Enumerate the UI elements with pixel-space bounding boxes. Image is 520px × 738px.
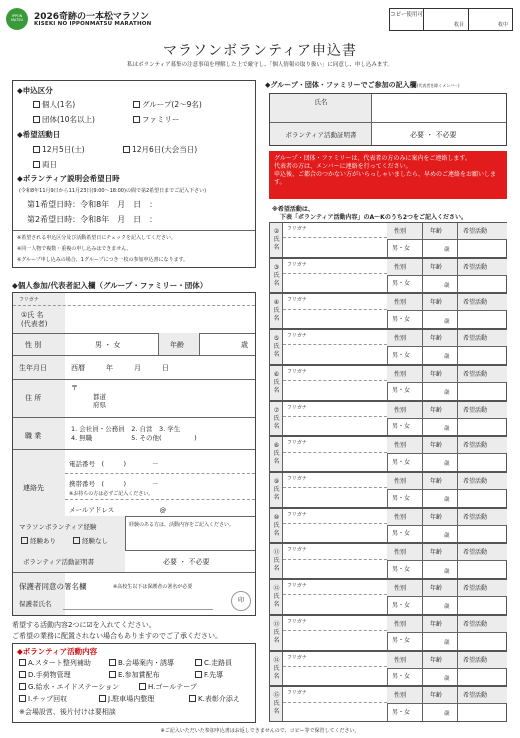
member-act-label: 希望活動 [463,620,488,628]
member-row [269,258,507,294]
member-furigana: フリガナ [287,476,307,482]
member-gender-value[interactable]: 男・女 [392,494,411,502]
member-act-label: 希望活動 [463,656,488,664]
checkbox[interactable] [33,146,40,153]
member-furigana: フリガナ [287,654,307,661]
checkbox[interactable] [123,146,130,153]
member-age-unit: 歳 [444,604,450,611]
exp-note: 経験のある方は、活動内容をご記入ください。 [129,522,235,528]
mobile-field[interactable]: 携帯番号 ( ) － [69,480,159,488]
member-gender-value[interactable]: 男・女 [392,530,411,538]
checkbox[interactable] [33,116,40,123]
briefing-second[interactable]: 第2希望日時：令和8年 月 日 ： [27,215,158,224]
day-opt2-label: 12月6日(大会当日) [132,145,198,154]
member-age-unit: 歳 [444,497,450,504]
member-age-unit: 歳 [444,247,450,254]
guardian-note: ※高校生以下は保護者の署名が必要 [113,584,193,590]
member-number: ⑪ 氏名 [273,549,280,573]
member-furigana: フリガナ [287,226,307,232]
apply-heading: ◆申込区分 [17,86,53,95]
member-act-label: 希望活動 [463,370,488,378]
member-furigana: フリガナ [287,297,307,304]
activity-i[interactable]: I.チップ回収 [19,694,67,704]
name-label: ①氏 名 (代表者) [21,311,48,328]
address-label: 住 所 [25,394,42,402]
briefing-note: (令和8年11月9日から11月23日(9:00～18:00)の間で第2希望日までご記入下さい) [19,188,207,194]
checkbox[interactable] [33,101,40,108]
member-age-unit: 歳 [444,354,450,361]
member-age-unit: 歳 [444,282,450,289]
exp-no[interactable]: 経験なし [73,536,108,545]
note-3: ※グループ申し込みの場合、1グループにつき一枚の参加申込書になります。 [17,257,189,263]
group-heading: ◆グループ・団体・ファミリーでご参加の記入欄(代表者を除くメンバー) [265,81,460,89]
group-note1: ※希望活動は、 [272,206,314,213]
stamp-circle: 印 [231,591,251,611]
red-line1: グループ・団体・ファミリーは、代表者の方のみに案内をご連絡します。 [274,155,471,162]
member-row [269,472,507,508]
personal-table [12,292,256,616]
note-1: ※希望される申込区分及び活動希望日にチェックを記入してください。 [17,235,177,241]
member-row [269,222,507,258]
member-number: ⑤ 氏名 [273,335,280,359]
member-row [269,508,507,544]
member-gender-value[interactable]: 男・女 [392,601,411,609]
member-age-unit: 歳 [444,318,450,325]
apply-opt4[interactable] [133,114,179,125]
member-age-unit: 歳 [444,639,450,646]
email-field[interactable]: メールアドレス @ [69,506,167,514]
member-gender-value[interactable]: 男・女 [392,280,411,288]
member-act-label: 希望活動 [463,478,488,485]
group-name-field[interactable] [372,94,506,122]
member-gender-value[interactable]: 男・女 [392,316,411,324]
event-name-en: KISEKI NO IPPONMATSU MARATHON [34,21,152,27]
red-line3: 申込後、ご都合のつかない方がいらっしゃいましたら、早めのご連絡をお願いします。 [274,171,497,186]
member-act-label: 希望活動 [463,406,488,414]
activity-box [12,643,256,723]
age-unit: 歳 [241,341,248,349]
red-line2: 代表者の方は、メンバーに連絡を行ってください。 [274,163,412,170]
member-furigana: フリガナ [287,583,307,590]
activity-g[interactable]: G.給水・エイドステーション [19,682,119,692]
member-age-label: 年齢 [430,478,443,485]
member-number: ⑬ 氏名 [273,620,280,644]
member-furigana: フリガナ [287,368,307,375]
member-row [269,436,507,472]
member-furigana: フリガナ [287,690,307,697]
member-row [269,579,507,615]
birth-value[interactable]: 西暦 年 月 日 [71,364,169,372]
personal-heading: ◆個人参加/代表者記入欄（グループ・ファミリー・団体） [12,281,208,290]
logo: IPPON MATSU [6,8,28,30]
member-number: ② 氏名 [273,228,280,251]
member-table [269,222,507,722]
member-gender-value[interactable]: 男・女 [392,708,411,716]
apply-opt2-label: グループ(2～9名) [142,100,202,109]
apply-section [12,80,256,268]
member-age-unit: 歳 [444,461,450,468]
member-gender-label: 性別 [394,263,407,271]
checkbox[interactable] [133,116,140,123]
member-gender-value[interactable]: 男・女 [392,244,411,252]
member-furigana: フリガナ [287,404,307,411]
member-gender-value[interactable]: 男・女 [392,387,411,395]
member-furigana: フリガナ [287,511,307,518]
member-number: ⑨ 氏名 [273,478,280,501]
sheet-total-label: 枚中 [497,22,508,28]
intro-text: 私はボランティア募集の注意事項を理解した上で厳守し、「個人情報の取り扱い」に同意し、申し込みます。 [127,62,393,68]
apply-opt1[interactable] [33,99,75,110]
member-furigana: フリガナ [287,618,307,625]
cert-label: ボランティア活動証明書 [23,558,94,566]
member-row [269,615,507,651]
member-age-label: 年齢 [430,442,443,450]
member-age-label: 年齢 [430,549,443,557]
member-row [269,329,507,365]
member-gender-value[interactable]: 男・女 [392,423,411,431]
member-gender-label: 性別 [394,656,407,664]
member-act-label: 希望活動 [463,442,488,450]
activity-heading: ◆ボランティア活動内容 [17,647,98,656]
member-age-unit: 歳 [444,389,450,396]
activity-h[interactable]: H.ゴールテープ [139,682,197,692]
member-age-label: 年齢 [430,299,443,307]
briefing-first[interactable]: 第1希望日時：令和8年 月 日 ： [27,200,158,209]
member-number: ⑮ 氏名 [273,692,280,716]
activity-last: ※会場設営、後片付けは要相談 [19,708,116,716]
furigana-label: フリガナ [19,297,39,303]
member-number: ③ 氏名 [273,263,280,287]
member-gender-label: 性別 [394,549,407,557]
member-gender-value[interactable]: 男・女 [392,673,411,681]
member-age-unit: 歳 [444,675,450,682]
member-act-label: 希望活動 [463,228,488,235]
member-gender-label: 性別 [394,692,407,700]
member-row [269,686,507,722]
gender-value[interactable]: 男 ・ 女 [95,341,121,349]
member-furigana: フリガナ [287,547,307,554]
member-age-label: 年齢 [430,370,443,378]
day-opt3[interactable] [33,159,57,170]
exp-label: マラソンボランティア経験 [19,523,97,531]
copy-label: コピー使用可 [390,9,424,30]
member-age-unit: 歳 [444,711,450,718]
apply-opt4-label: ファミリー [142,115,180,124]
birth-label: 生年月日 [19,364,47,372]
member-act-label: 希望活動 [463,549,488,557]
copy-box [389,8,513,31]
day-opt3-label: 両日 [42,160,57,169]
activity-c[interactable]: C.走路員 [195,658,232,668]
member-gender-label: 性別 [394,228,407,235]
member-act-label: 希望活動 [463,263,488,271]
member-act-label: 希望活動 [463,299,488,307]
member-gender-label: 性別 [394,406,407,414]
member-number: ⑦ 氏名 [273,406,280,430]
member-gender-label: 性別 [394,442,407,450]
member-furigana: フリガナ [287,261,307,268]
activity-j[interactable]: J.駐車場内整理 [99,694,154,704]
member-age-unit: 歳 [444,568,450,575]
activity-d[interactable]: D.手荷物管理 [19,670,71,680]
job-options[interactable]: 1. 会社員・公務員 2. 自営 3. 学生 4. 無職 5. その他( ) [71,425,197,442]
apply-opt1-label: 個人(1名) [42,100,76,109]
sheet-label: 枚目 [453,22,464,28]
member-gender-value[interactable]: 男・女 [392,566,411,574]
member-gender-label: 性別 [394,370,407,378]
member-age-unit: 歳 [444,532,450,539]
member-act-label: 希望活動 [463,335,488,343]
day-opt1[interactable] [33,144,85,155]
apply-opt2[interactable] [133,99,202,110]
postal-mark: 〒 [71,384,78,392]
activity-b[interactable]: B.会場案内・誘導 [109,658,174,668]
member-act-label: 希望活動 [463,692,488,700]
group-name-label: 氏名 [314,98,328,106]
cert-value[interactable]: 必要 ・ 不必要 [163,558,210,566]
pref-label: 都道 府県 [93,393,106,409]
member-age-unit: 歳 [444,425,450,432]
member-number: ⑩ 氏名 [273,513,280,537]
guardian-name-label: 保護者氏名 [19,600,52,608]
red-notice [269,151,507,199]
member-age-label: 年齢 [430,620,443,628]
group-cert-value[interactable]: 必要 ・ 不必要 [410,131,457,139]
contact-label: 連絡先 [23,484,44,492]
age-label: 年齢 [170,341,184,349]
member-gender-label: 性別 [394,513,407,521]
member-number: ④ 氏名 [273,299,280,323]
choice-line2: ご希望の業務に配置されない場合もありますのでご了承ください。 [12,632,222,640]
member-number: ⑫ 氏名 [273,585,280,609]
member-gender-label: 性別 [394,478,407,485]
choice-line1: 希望する活動内容2つに☑を入れてください。 [12,621,156,629]
group-name-table [269,93,507,146]
member-age-label: 年齢 [430,406,443,414]
member-age-label: 年齢 [430,656,443,664]
member-row [269,651,507,687]
checkbox[interactable] [133,101,140,108]
member-gender-value[interactable]: 男・女 [392,637,411,645]
member-furigana: フリガナ [287,440,307,447]
member-row [269,401,507,437]
day-opt1-label: 12月5日(土) [42,145,85,154]
member-gender-label: 性別 [394,620,407,628]
activity-k[interactable]: K.表彰介添え [189,694,240,704]
member-row [269,543,507,579]
member-gender-label: 性別 [394,299,407,307]
member-gender-label: 性別 [394,335,407,343]
group-note2: 下表「ボランティア活動内容」のA～Kのうち2つをご記入ください。 [280,214,467,221]
member-age-label: 年齢 [430,335,443,343]
mobile-note: ※お持ちの方は必ずご記入ください。 [69,491,154,497]
activity-f[interactable]: F.先導 [195,670,223,680]
member-row [269,293,507,329]
apply-opt3-label: 団体(10名以上) [42,115,95,124]
member-age-label: 年齢 [430,513,443,521]
activity-a[interactable]: A.スタート整列補助 [19,658,91,668]
member-act-label: 希望活動 [463,585,488,593]
member-age-label: 年齢 [430,692,443,700]
gender-label: 性 別 [25,341,42,349]
note-2: ※同一人物で複数・重複の申し込みはできません。 [17,246,132,252]
member-gender-value[interactable]: 男・女 [392,458,411,466]
member-row [269,365,507,401]
event-name: 2026奇跡の一本松マラソン [34,12,150,22]
briefing-heading: ◆ボランティア説明会希望日時 [17,174,120,183]
group-cert-label: ボランティア活動証明書 [285,131,357,139]
day-opt2[interactable] [123,144,197,155]
exp-yes[interactable]: 経験あり [21,536,56,545]
member-furigana: フリガナ [287,333,307,340]
member-number: ⑭ 氏名 [273,656,280,680]
apply-opt3[interactable] [33,114,95,125]
member-age-label: 年齢 [430,585,443,593]
page-title: マラソンボランティア申込書 [163,43,357,59]
member-act-label: 希望活動 [463,513,488,521]
member-gender-label: 性別 [394,585,407,593]
name-field[interactable] [65,305,255,333]
phone-field[interactable]: 電話番号 ( ) － [69,460,159,468]
day-heading: ◆希望活動日 [17,130,61,139]
member-age-label: 年齢 [430,263,443,271]
member-number: ⑥ 氏名 [273,370,280,394]
member-age-label: 年齢 [430,228,443,235]
activity-e[interactable]: E.参加賞配布 [109,670,160,680]
member-gender-value[interactable]: 男・女 [392,351,411,359]
job-label: 職 業 [25,432,42,440]
member-number: ⑧ 氏名 [273,442,280,466]
guardian-label: 保護者同意の署名欄 [19,582,87,591]
footer-note: ※ご記入いただいた参加申込書はお返しできませんので、コピー等で保管してください。 [160,728,360,734]
checkbox[interactable] [33,161,40,168]
